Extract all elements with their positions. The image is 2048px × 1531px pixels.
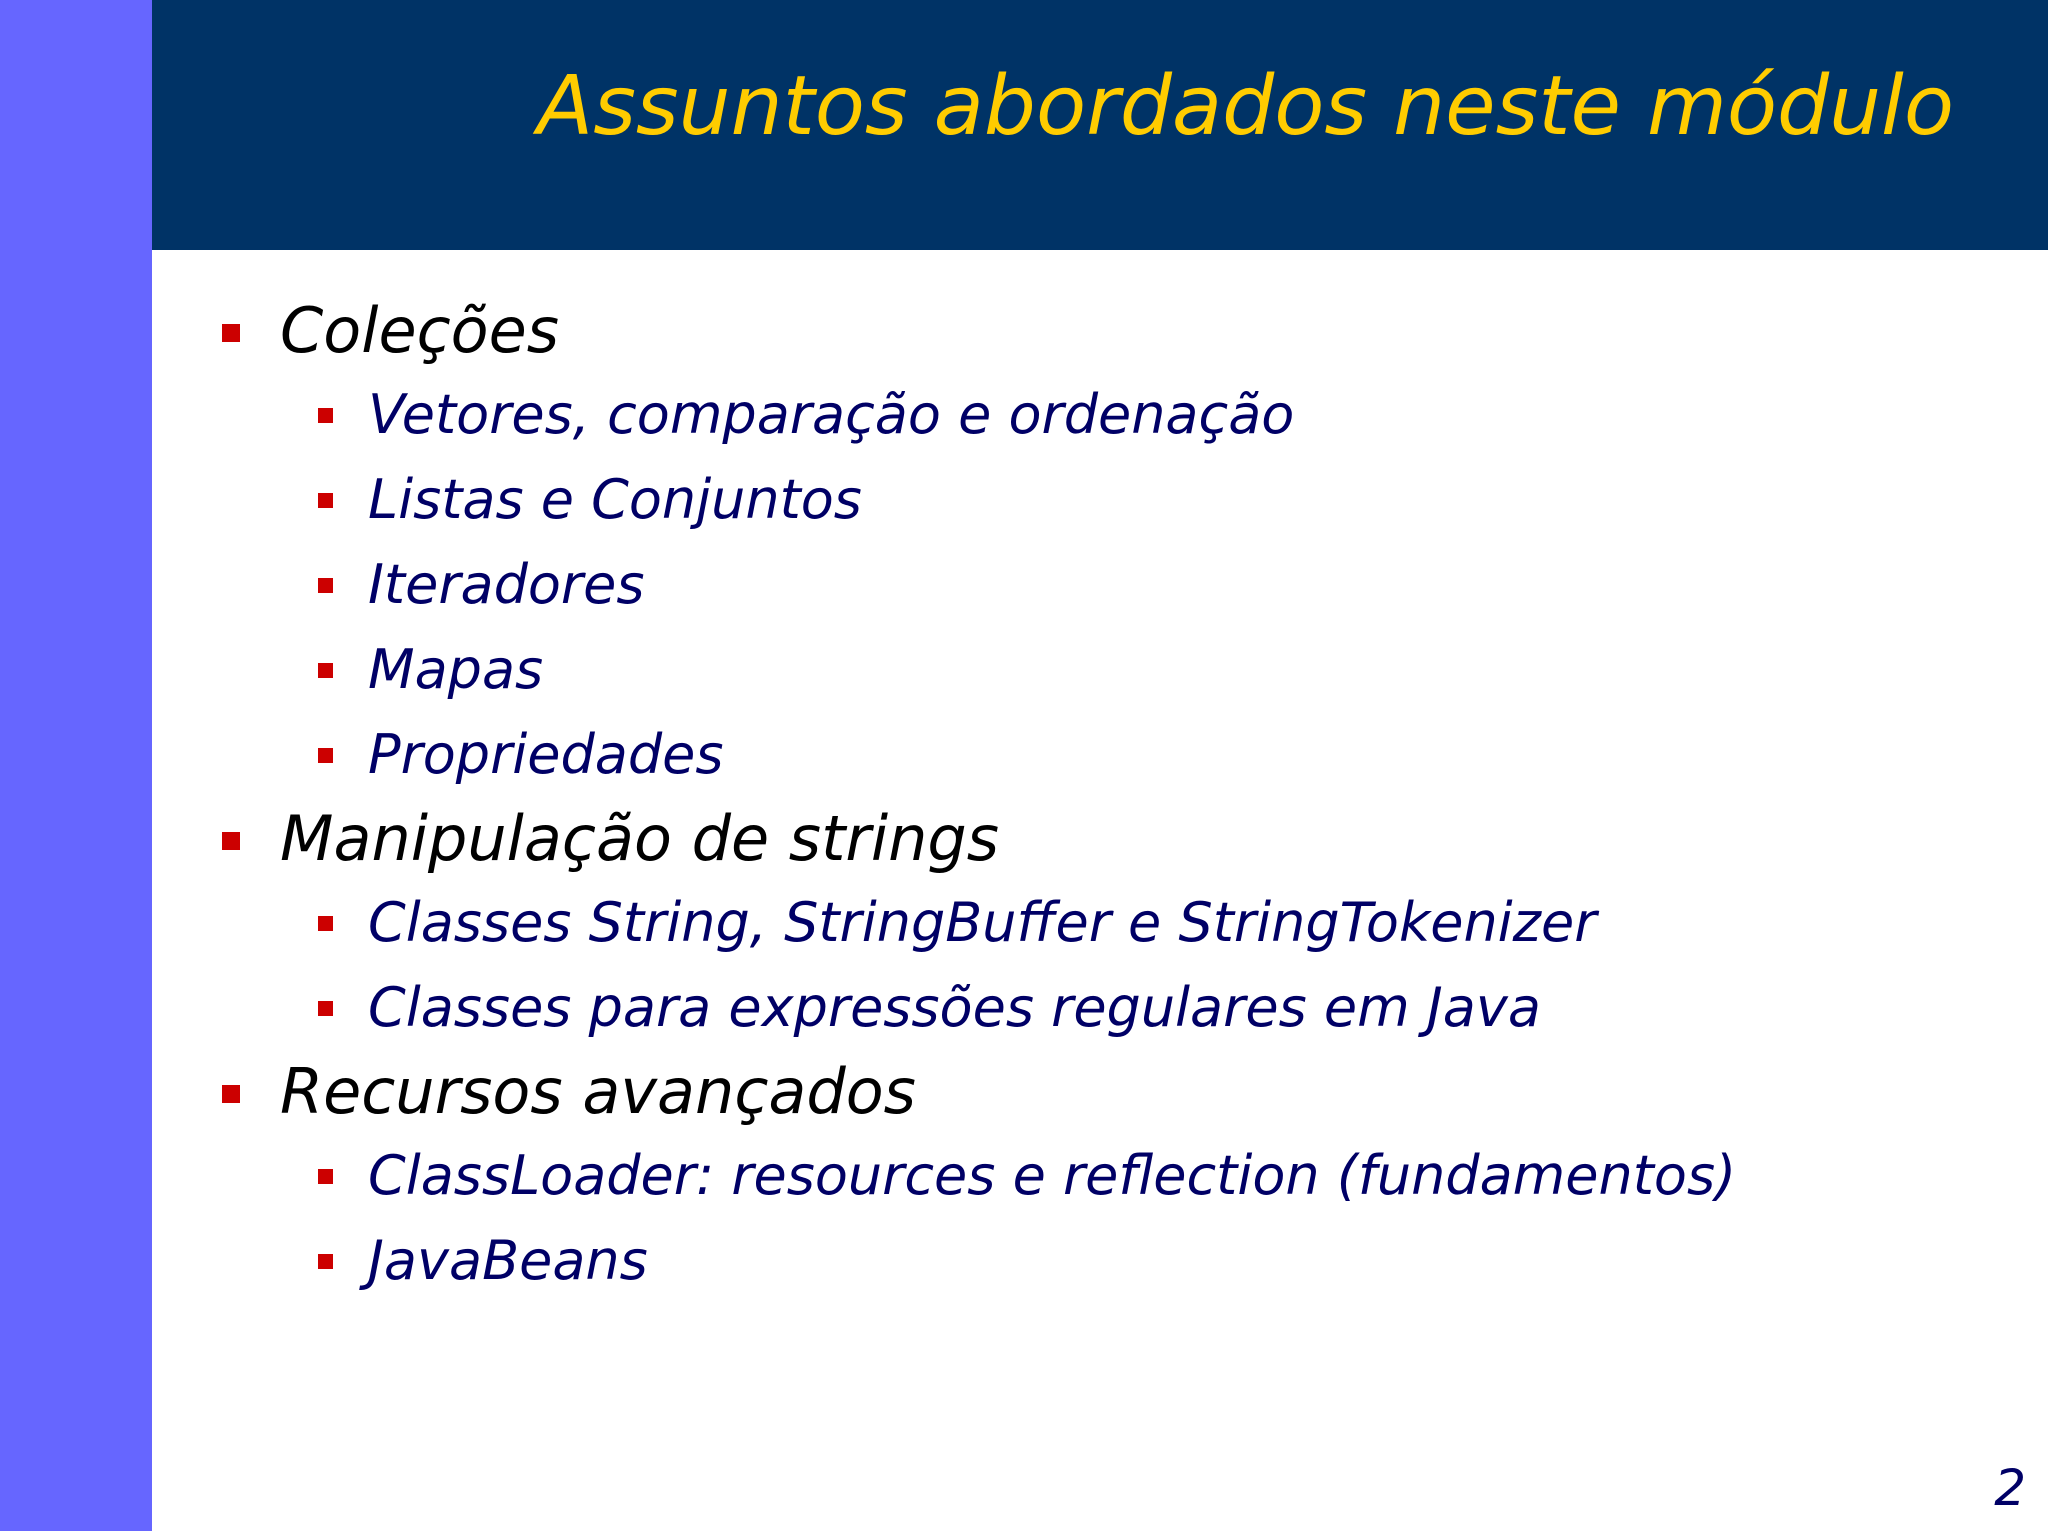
bullet-square-icon [318,493,333,508]
subtopic-item [216,880,1996,965]
bullet-square-icon [222,832,240,850]
bullet-square-icon [222,324,240,342]
topic-label: Recursos avançados [280,1055,916,1128]
subtopic-label: Classes para expressões regulares em Java [368,976,1541,1039]
page-number: 2 [1994,1459,2026,1517]
subtopic-label: Propriedades [368,723,724,786]
subtopic-item [216,1133,1996,1218]
subtopic-item [216,372,1996,457]
bullet-square-icon [318,663,333,678]
subtopic-item [216,627,1996,712]
subtopic-label: ClassLoader: resources e reflection (fundamentos) [368,1144,1737,1207]
subtopic-label: JavaBeans [368,1229,648,1292]
topic-label: Coleções [280,294,560,367]
topic-list [216,290,1996,1303]
bullet-square-icon [318,1001,333,1016]
subtopic-label: Listas e Conjuntos [368,468,862,531]
subtopic-item [216,712,1996,797]
topic-item [216,290,1996,372]
bullet-square-icon [222,1085,240,1103]
subtopic-item [216,1218,1996,1303]
subtopic-item [216,457,1996,542]
subtopic-label: Iteradores [368,553,645,616]
bullet-square-icon [318,408,333,423]
topic-item [216,798,1996,880]
left-accent-bar [0,0,152,1531]
bullet-square-icon [318,1169,333,1184]
title-banner [152,0,2048,250]
bullet-square-icon [318,1254,333,1269]
subtopic-label: Mapas [368,638,544,701]
topic-item [216,1051,1996,1133]
bullet-square-icon [318,578,333,593]
subtopic-label: Classes String, StringBuffer e StringTokenizer [368,891,1597,954]
bullet-square-icon [318,748,333,763]
subtopic-label: Vetores, comparação e ordenação [368,383,1295,446]
slide-title: Assuntos abordados neste módulo [537,59,1954,154]
topic-label: Manipulação de strings [280,802,1000,875]
subtopic-item [216,542,1996,627]
subtopic-item [216,965,1996,1050]
bullet-square-icon [318,916,333,931]
